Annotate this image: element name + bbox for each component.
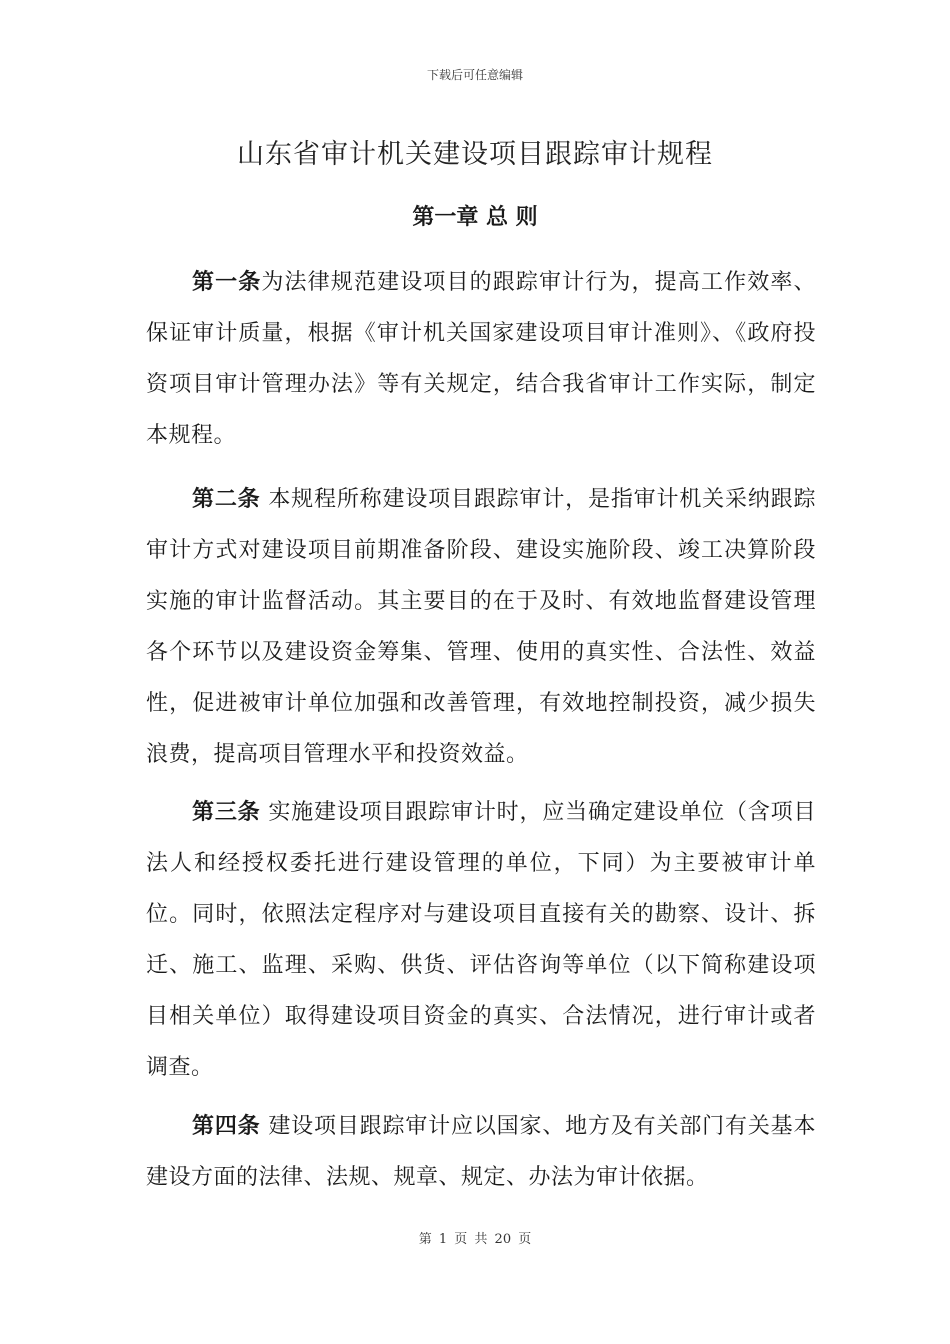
article-text: 为法律规范建设项目的跟踪审计行为，提高工作效率、保证审计质量，根据《审计机关国家建设项目审计准则》、《政府投资项目审计管理办法》等有关规定，结合我省审计工作实际，制定本规程。 bbox=[146, 270, 816, 448]
article-text: 建设项目跟踪审计应以国家、地方及有关部门有关基本建设方面的法律、法规、规章、规定、办法为审计依据。 bbox=[146, 1114, 816, 1190]
article-4 bbox=[146, 1101, 816, 1203]
document-title: 山东省审计机关建设项目跟踪审计规程 bbox=[237, 139, 713, 170]
article-text: 本规程所称建设项目跟踪审计，是指审计机关采纳跟踪审计方式对建设项目前期准备阶段、建设实施阶段、竣工决算阶段实施的审计监督活动。其主要目的在于及时、有效地监督建设管理各个环节以及建设资金筹集、管理、使用的真实性、合法性、效益性，促进被审计单位加强和改善管理，有效地控制投资，减少损失浪费，提高项目管理水平和投资效益。 bbox=[146, 487, 816, 767]
article-1 bbox=[146, 257, 816, 461]
header-note: 下载后可任意编辑 bbox=[426, 68, 523, 82]
article-number: 第二条 bbox=[192, 487, 261, 512]
article-number: 第一条 bbox=[192, 270, 262, 295]
page-footer: 第 1 页 共 20 页 bbox=[418, 1232, 532, 1247]
article-number: 第四条 bbox=[192, 1114, 261, 1139]
article-text: 实施建设项目跟踪审计时，应当确定建设单位（含项目法人和经授权委托进行建设管理的单位，下同）为主要被审计单位。同时，依照法定程序对与建设项目直接有关的勘察、设计、拆迁、施工、监理、采购、供货、评估咨询等单位（以下简称建设项目相关单位）取得建设项目资金的真实、合法情况，进行审计或者调查。 bbox=[146, 800, 816, 1080]
article-number: 第三条 bbox=[192, 800, 261, 825]
article-3 bbox=[146, 787, 816, 1093]
chapter-title: 第一章 总 则 bbox=[412, 205, 538, 230]
article-2 bbox=[146, 474, 816, 780]
